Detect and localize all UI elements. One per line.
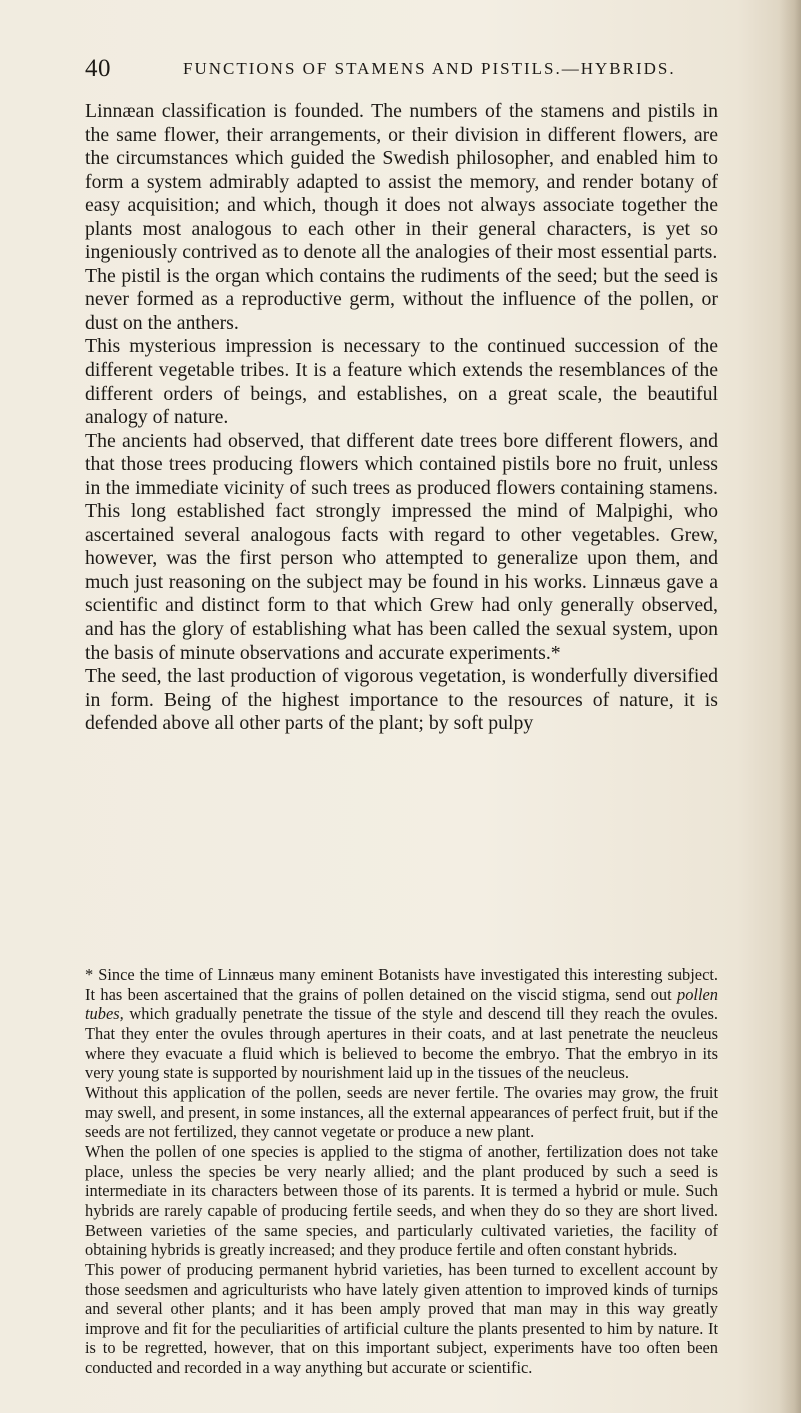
body-paragraph: Linnæan classification is founded. The numbers of the stamens and pistils in the same flower, their arrangements, or their division in different flowers, are the circumstances which guided the Swedish philosopher, and enabled him to form a system admirably adapted to assist the memory, and render botany of easy acquisition; and which, though it does not always associate together the plants most analogous to each other in their general characters, is yet so ingeniously contrived as to denote all the analogies of their most essential parts. <box>85 100 718 264</box>
running-title: FUNCTIONS OF STAMENS AND PISTILS.—HYBRIDS. <box>183 59 676 78</box>
body-paragraph: The pistil is the organ which contains the rudiments of the seed; but the seed is never formed as a reproductive germ, without the influence of the pollen, or dust on the anthers. <box>85 264 718 334</box>
body-paragraph: The ancients had observed, that different date trees bore different flowers, and that those trees producing flowers which contained pistils bore no fruit, unless in the immediate vicinity of such trees as produced flowers containing stamens. This long established fact strongly impressed the mind of Malpighi, who ascertained several analogous facts with regard to other vegetables. Grew, however, was the first person who attempted to generalize upon them, and much just reasoning on the subject may be found in his works. Linnæus gave a scientific and distinct form to that which Grew had only generally observed, and has the glory of establishing what has been called the sexual system, upon the basis of minute observations and accurate experiments.* <box>85 429 718 664</box>
main-text <box>85 100 718 736</box>
footnote-paragraph <box>85 965 718 1083</box>
footnote-paragraph: When the pollen of one species is applied to the stigma of another, fertilization does not take place, unless the species be very nearly allied; and the plant produced by such a seed is intermediate in its characters between those of its parents. It is termed a hybrid or mule. Such hybrids are rarely capable of producing fertile seeds, and when they do so they are short lived. Between varieties of the same species, and particularly cultivated varieties, the facility of obtaining hybrids is greatly increased; and they produce fertile and often constant hybrids. <box>85 1141 718 1260</box>
page-edge-shadow <box>779 0 801 1413</box>
footnote-italic-term: pollen tubes, <box>85 984 718 1024</box>
footnote-paragraph: This power of producing permanent hybrid varieties, has been turned to excellent account by those seedsmen and agriculturists who have lately given attention to improved kinds of turnips and several other plants; and it has been amply proved that man may in this way greatly improve and fit for the peculiarities of artificial culture the plants presented to him by nature. It is to be regretted, however, that on this important subject, experiments have too often been conducted and recorded in a way anything but accurate or scientific. <box>85 1259 718 1378</box>
page-header <box>85 55 725 91</box>
footnote <box>85 965 718 1378</box>
page-number: 40 <box>85 55 111 82</box>
footnote-text: * Since the time of Linnæus many eminent Botanists have investigated this interesting subject. It has been ascertained that the grains of pollen detained on the viscid stigma, send out <box>85 965 718 1004</box>
body-paragraph: The seed, the last production of vigorous vegetation, is wonderfully diversified in form. Being of the highest importance to the resources of nature, it is defended above all other parts of the plant; by soft pulpy <box>85 665 718 735</box>
footnote-paragraph: Without this application of the pollen, seeds are never fertile. The ovaries may grow, the fruit may swell, and present, in some instances, all the external appearances of perfect fruit, but if the seeds are not fertilized, they cannot vegetate or produce a new plant. <box>85 1082 718 1142</box>
body-paragraph: This mysterious impression is necessary to the continued succession of the different vegetable tribes. It is a feature which extends the resemblances of the different orders of beings, and establishes, on a great scale, the beautiful analogy of nature. <box>85 335 718 429</box>
footnote-text: which gradually penetrate the tissue of the style and descend till they reach the ovules. That they enter the ovules through apertures in their coats, and at last penetrate the neucleus where they evacuate a fluid which is believed to become the embryo. That the embryo in its very young state is supported by nourishment laid up in the tissues of the neucleus. <box>85 1004 718 1083</box>
